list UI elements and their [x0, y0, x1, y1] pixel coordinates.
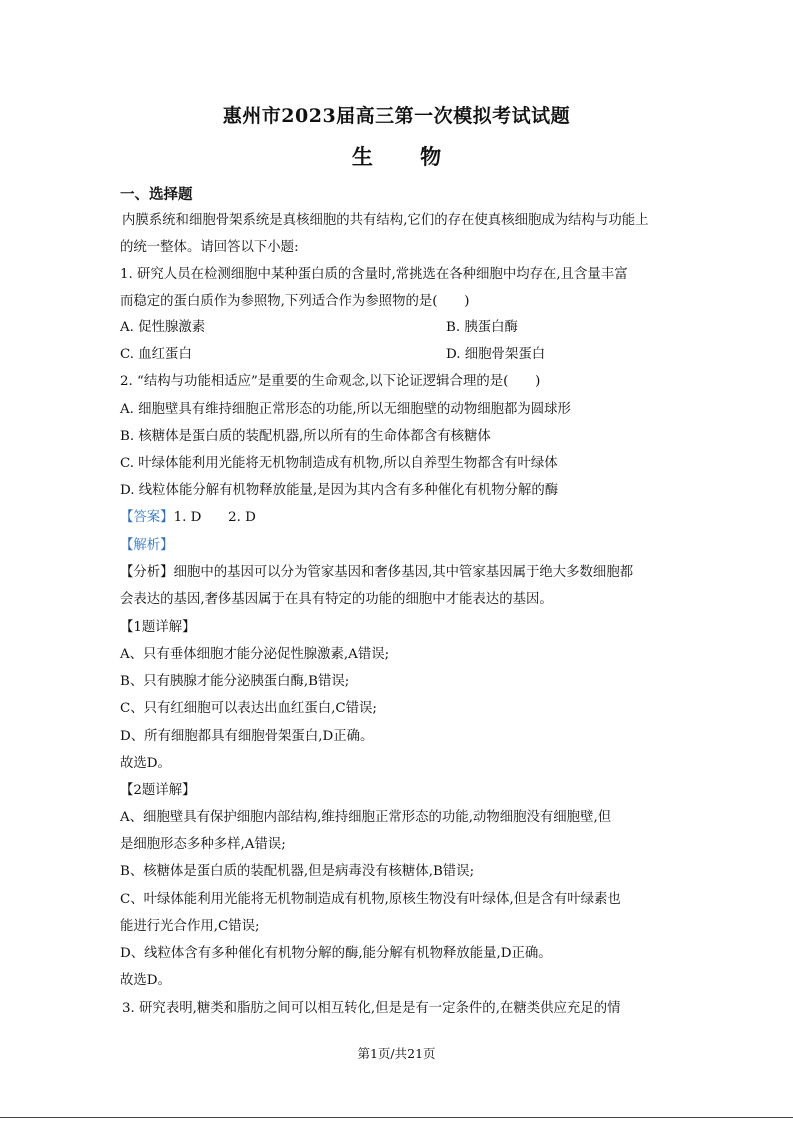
analysis-tag: 【解析】 [120, 538, 174, 553]
q1-stem-line-2: 而稳定的蛋白质作为参照物,下列适合作为参照物的是( ) [120, 294, 470, 309]
detail2-line-2: 是细胞形态多种多样,A错误; [120, 837, 286, 852]
q1-option-b: B. 胰蛋白酶 [446, 320, 518, 335]
q2-option-b: B. 核糖体是蛋白质的装配机器,所以所有的生命体都含有核糖体 [120, 429, 491, 444]
detail2-line-5: 能进行光合作用,C错误; [120, 919, 260, 934]
intro-line-1: 内膜系统和细胞骨架系统是真核细胞的共有结构,它们的存在使真核细胞成为结构与功能上 [122, 213, 649, 228]
answer-text: 1. D 2. D [173, 510, 256, 525]
detail2-line-4: C、叶绿体能利用光能将无机物制造成有机物,原核生物没有叶绿体,但是含有叶绿素也 [120, 892, 621, 907]
q1-option-a: A. 促性腺激素 [120, 320, 206, 335]
q1-option-d: D. 细胞骨架蛋白 [446, 347, 546, 362]
detail2-conclusion: 故选D。 [120, 973, 171, 988]
q2-stem: 2. “结构与功能相适应”是重要的生命观念,以下论证逻辑合理的是( ) [120, 374, 541, 389]
detail1-line-1: A、只有垂体细胞才能分泌促性腺激素,A错误; [120, 647, 390, 662]
detail1-line-2: B、只有胰腺才能分泌胰蛋白酶,B错误; [120, 674, 350, 689]
q1-stem-line-1: 1. 研究人员在检测细胞中某种蛋白质的含量时,常挑选在各种细胞中均存在,且含量丰富 [120, 267, 628, 282]
detail1-conclusion: 故选D。 [120, 756, 171, 771]
detail2-line-1: A、细胞壁具有保护细胞内部结构,维持细胞正常形态的功能,动物细胞没有细胞壁,但 [120, 810, 612, 825]
q2-option-d: D. 线粒体能分解有机物释放能量,是因为其内含有多种催化有机物分解的酶 [120, 483, 559, 498]
q2-option-a: A. 细胞壁具有维持细胞正常形态的功能,所以无细胞壁的动物细胞都为圆球形 [120, 402, 571, 417]
detail2-line-3: B、核糖体是蛋白质的装配机器,但是病毒没有核糖体,B错误; [120, 864, 475, 879]
page-bottom-rule [0, 1117, 793, 1118]
subject-title: 生 物 [351, 144, 462, 169]
fenxi-line-1 [120, 564, 633, 582]
page-footer: 第1页/共21页 [357, 1046, 436, 1061]
q1-option-c: C. 血红蛋白 [120, 347, 192, 362]
fenxi-text-1: 细胞中的基因可以分为管家基因和奢侈基因,其中管家基因属于绝大多数细胞都 [173, 565, 634, 580]
fenxi-line-2: 会表达的基因,奢侈基因属于在具有特定的功能的细胞中才能表达的基因。 [120, 592, 553, 607]
answer-line [120, 509, 256, 527]
detail2-heading: 【2题详解】 [120, 783, 196, 798]
detail1-line-4: D、所有细胞都具有细胞骨架蛋白,D正确。 [120, 729, 374, 744]
q2-option-c: C. 叶绿体能利用光能将无机物制造成有机物,所以自养型生物都含有叶绿体 [120, 456, 558, 471]
section-heading: 一、选择题 [120, 186, 193, 203]
detail1-line-3: C、只有红细胞可以表达出血红蛋白,C错误; [120, 701, 377, 716]
q3-stem: 3. 研究表明,糖类和脂肪之间可以相互转化,但是是有一定条件的,在糖类供应充足的情 [122, 1001, 621, 1016]
fenxi-tag: 【分析】 [120, 565, 174, 580]
document-title: 惠州市2023届高三第一次模拟考试试题 [222, 105, 571, 127]
intro-line-2: 的统一整体。请回答以下小题: [120, 240, 299, 255]
detail1-heading: 【1题详解】 [120, 620, 196, 635]
detail2-line-6: D、线粒体含有多种催化有机物分解的酶,能分解有机物释放能量,D正确。 [120, 946, 552, 961]
answer-tag: 【答案】 [120, 510, 174, 525]
